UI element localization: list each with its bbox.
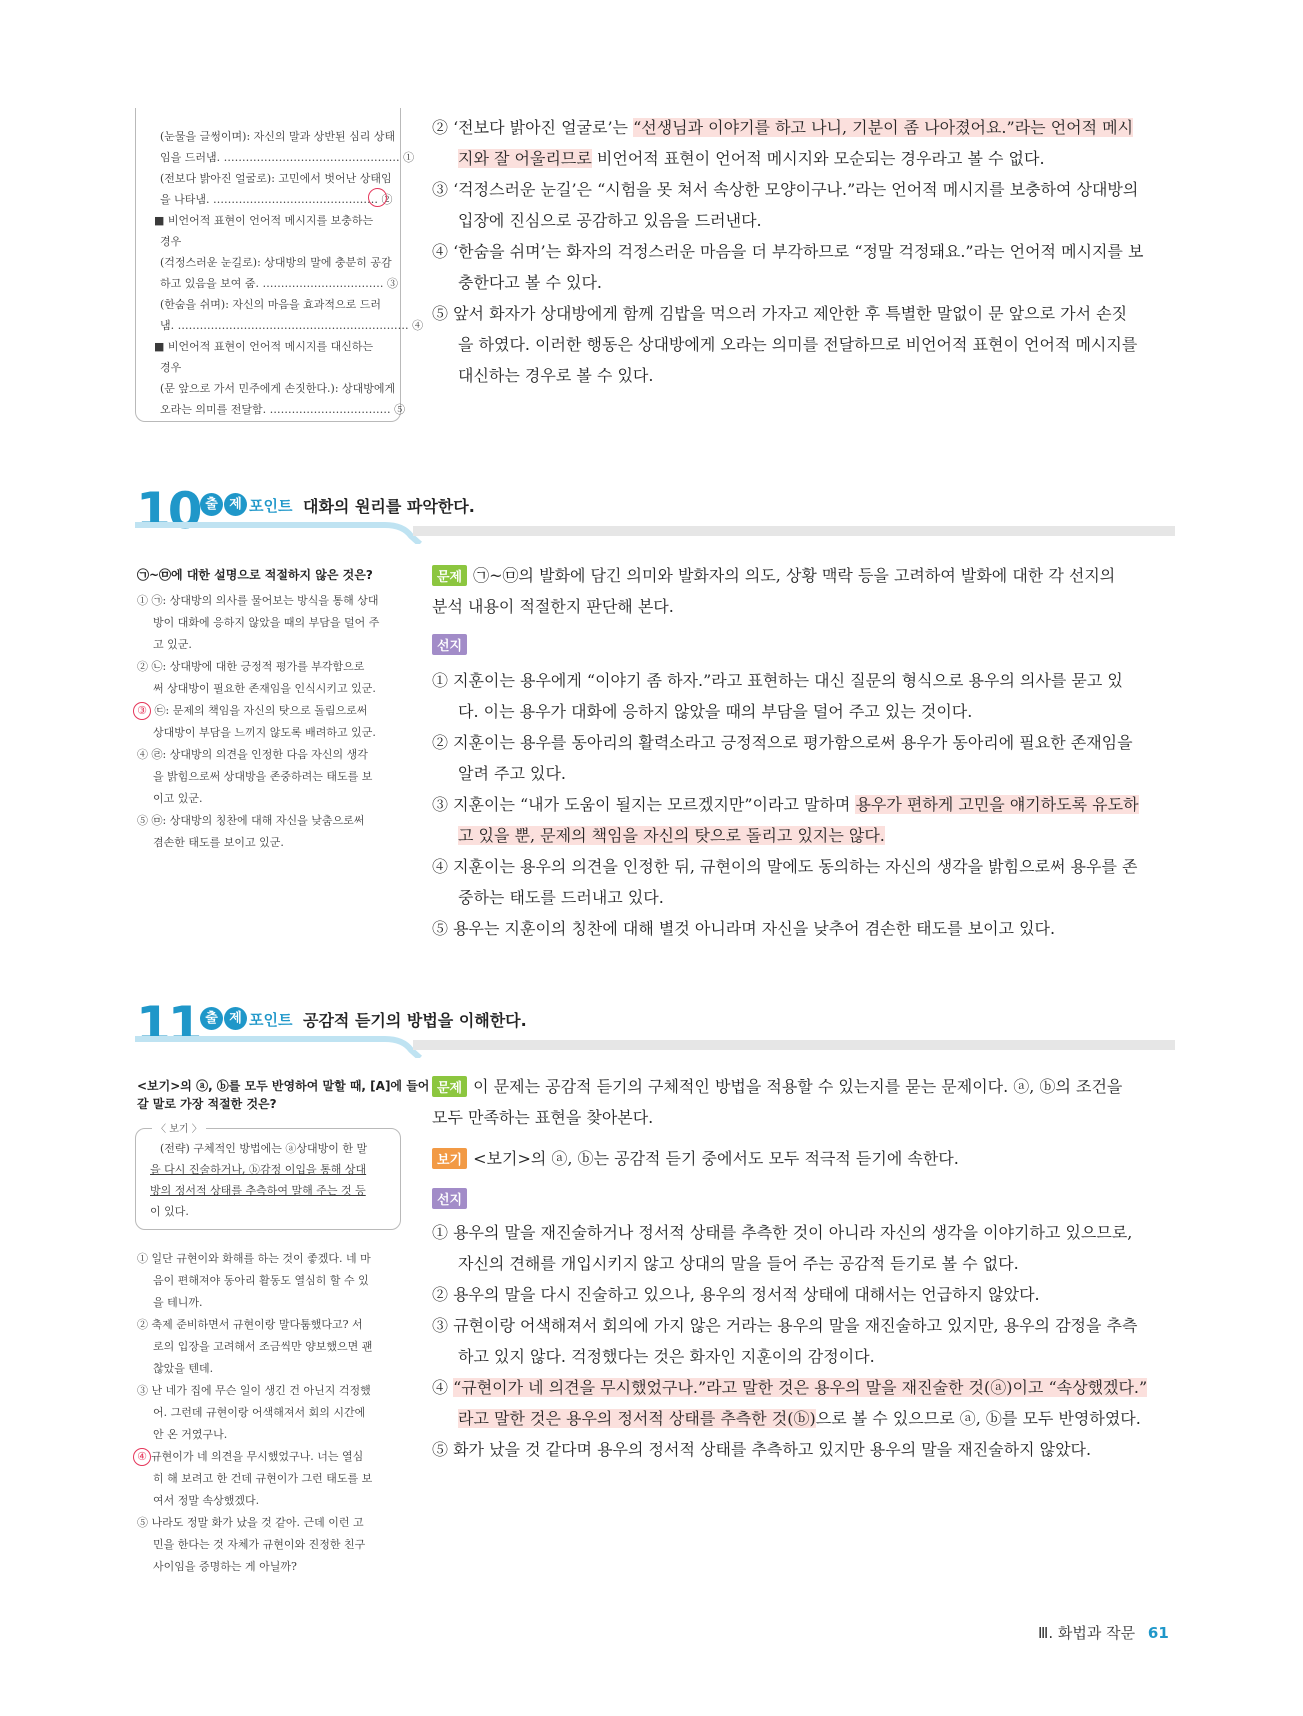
bogi-line: 방의 정서적 상태를 추측하여 말해 주는 것 등 <box>150 1184 366 1197</box>
page-footer <box>1038 1622 1169 1643</box>
explanation-line: 지와 잘 어울리므로 비언어적 표현이 언어적 메시지와 모순되는 경우라고 볼 수 없다. <box>458 149 1045 168</box>
option-line: ① 일단 규현이와 화해를 하는 것이 좋겠다. 네 마 <box>137 1252 371 1265</box>
explanation-line: ⑤ 앞서 화자가 상대방에게 함께 김밥을 먹으러 가자고 제안한 후 특별한 말없이 문 앞으로 가서 손짓 <box>432 304 1128 323</box>
summary-line: 을 나타냄. ……………………………………… ② <box>160 193 393 206</box>
summary-line: (전보다 밝아진 얼굴로): 고민에서 벗어난 상태임 <box>160 172 392 185</box>
bogi-line: 이 있다. <box>150 1205 189 1218</box>
option-line: ① ㉠: 상대방의 의사를 물어보는 방식을 통해 상대 <box>137 594 379 607</box>
section-title: 공감적 듣기의 방법을 이해한다. <box>303 1011 527 1030</box>
summary-line: ■ 비언어적 표현이 언어적 메시지를 대신하는 <box>154 340 374 353</box>
option-line: 고 있군. <box>153 638 192 651</box>
explanation-line: ⑤ 용우는 지훈이의 칭찬에 대해 별것 아니라며 자신을 낮추어 겸손한 태도를 보이고 있다. <box>432 919 1056 938</box>
section-number: 10 <box>136 482 200 540</box>
explanation-line: ② 지훈이는 용우를 동아리의 활력소라고 긍정적으로 평가함으로써 용우가 동아리에 필요한 존재임을 <box>432 733 1133 752</box>
bogi-label: 〈 보기 〉 <box>152 1120 206 1135</box>
explanation-line: ⑤ 화가 났을 것 같다며 용우의 정서적 상태를 추측하고 있지만 용우의 말을 재진술하지 않았다. <box>432 1440 1092 1459</box>
section-title: 대화의 원리를 파악한다. <box>303 497 475 516</box>
option-line: ⑤ ㉤: 상대방의 칭찬에 대해 자신을 낮춤으로써 <box>137 814 365 827</box>
bogi-line: (전략) 구체적인 방법에는 ⓐ상대방이 한 말 <box>160 1142 368 1155</box>
summary-line: 경우 <box>160 361 182 374</box>
explanation-line: 대신하는 경우로 볼 수 있다. <box>458 366 654 385</box>
problem-tag: 문제 <box>432 1076 467 1097</box>
explanation-line: ② 용우의 말을 다시 진술하고 있으나, 용우의 정서적 상태에 대해서는 언급하지 않았다. <box>432 1285 1040 1304</box>
option-line: 을 밝힘으로써 상대방을 존중하려는 태도를 보 <box>153 770 373 783</box>
option-line: 히 해 보려고 한 건데 규현이가 그런 태도를 보 <box>153 1472 373 1485</box>
summary-line: (한숨을 쉬며): 자신의 마음을 효과적으로 드러 <box>160 298 382 311</box>
problem-line: 문제 ㉠~㉤의 발화에 담긴 의미와 발화자의 의도, 상황 맥락 등을 고려하여 발화에 대한 각 선지의 <box>432 563 1115 586</box>
option-line: 상대방이 부담을 느끼지 않도록 배려하고 있군. <box>153 726 376 739</box>
summary-line: 하고 있음을 보여 줌. …………………………… ③ <box>160 277 398 290</box>
exam-badge-icon: 제 <box>224 1007 247 1030</box>
explanation-line: 알려 주고 있다. <box>458 764 566 783</box>
explanation-line: ③ 규현이랑 어색해져서 회의에 가지 않은 거라는 용우의 말을 재진술하고 있지만, 용우의 감정을 추측 <box>432 1316 1138 1335</box>
explanation-line: 입장에 진심으로 공감하고 있음을 드러낸다. <box>458 211 762 230</box>
option-line: ③ ㉢: 문제의 책임을 자신의 탓으로 돌림으로써 <box>133 700 367 721</box>
option-line: ② 축제 준비하면서 규현이랑 말다툼했다고? 서 <box>137 1318 363 1331</box>
choice-tag-line <box>432 634 473 655</box>
explanation-line: 다. 이는 용우가 대화에 응하지 않았을 때의 부담을 덜어 주고 있는 것이다. <box>458 702 973 721</box>
answer-mark: ③ <box>133 702 151 720</box>
exam-badge-icon: 제 <box>224 493 247 516</box>
summary-line: (눈물을 글썽이며): 자신의 말과 상반된 심리 상태 <box>160 130 396 143</box>
summary-line: 오라는 의미를 전달함. …………………………… ⑤ <box>160 403 406 416</box>
explanation-line: 충한다고 볼 수 있다. <box>458 273 602 292</box>
option-line: 어. 그런데 규현이랑 어색해져서 회의 시간에 <box>153 1406 366 1419</box>
section-number: 11 <box>136 996 200 1054</box>
explanation-line: 고 있을 뿐, 문제의 책임을 자신의 탓으로 돌리고 있지는 않다. <box>458 826 885 845</box>
point-label: 포인트 <box>249 497 293 515</box>
option-line: 로의 입장을 고려해서 조금씩만 양보했으면 괜 <box>153 1340 373 1353</box>
explanation-line: ② ‘전보다 밝아진 얼굴로’는 “선생님과 이야기를 하고 나니, 기분이 좀 나아졌어요.”라는 언어적 메시 <box>432 118 1134 137</box>
summary-line: (걱정스러운 눈길로): 상대방의 말에 충분히 공감 <box>160 256 392 269</box>
summary-line: 냄. ……………………………………………………… ④ <box>160 319 424 332</box>
option-line: 음이 편해져야 동아리 활동도 열심히 할 수 있 <box>153 1274 369 1287</box>
option-line: 찮았을 텐데. <box>153 1362 214 1375</box>
explanation-line: 중하는 태도를 드러내고 있다. <box>458 888 664 907</box>
explanation-line: ④ ‘한숨을 쉬며’는 화자의 걱정스러운 마음을 더 부각하므로 “정말 걱정돼요.”라는 언어적 메시지를 보 <box>432 242 1144 261</box>
point-label: 포인트 <box>249 1011 293 1029</box>
question-text: 갈 말로 가장 적절한 것은? <box>137 1097 277 1111</box>
explanation-line: ③ ‘걱정스러운 눈길’은 “시험을 못 쳐서 속상한 모양이구나.”라는 언어적 메시지를 보충하여 상대방의 <box>432 180 1139 199</box>
option-line: ② ㉡: 상대방에 대한 긍정적 평가를 부각함으로 <box>137 660 365 673</box>
explanation-line: 을 하였다. 이러한 행동은 상대방에게 오라는 의미를 전달하므로 비언어적 표현이 언어적 메시지를 <box>458 335 1138 354</box>
choice-tag: 선지 <box>432 634 467 655</box>
section-divider <box>135 522 1175 544</box>
explanation-line: ① 지훈이는 용우에게 “이야기 좀 하자.”라고 표현하는 대신 질문의 형식으로 용우의 의사를 묻고 있 <box>432 671 1123 690</box>
choice-tag: 선지 <box>432 1188 467 1209</box>
bogi-tag: 보기 <box>432 1148 467 1169</box>
explanation-line: 하고 있지 않다. 걱정했다는 것은 화자인 지훈이의 감정이다. <box>458 1347 875 1366</box>
explanation-line: ① 용우의 말을 재진술하거나 정서적 상태를 추측한 것이 아니라 자신의 생각을 이야기하고 있으므로, <box>432 1223 1133 1242</box>
option-line: 안 온 거였구나. <box>153 1428 228 1441</box>
summary-line: 임을 드러냄. ………………………………………… ① <box>160 151 415 164</box>
exam-badge-icon: 출 <box>200 493 223 516</box>
choice-tag-line <box>432 1188 473 1209</box>
explanation-line: ④ “규현이가 네 의견을 무시했었구나.”라고 말한 것은 용우의 말을 재진술한 것(ⓐ)이고 “속상했겠다.” <box>432 1378 1148 1397</box>
answer-mark: ④ <box>133 1448 151 1466</box>
option-line: ④ ㉣: 상대방의 의견을 인정한 다음 자신의 생각 <box>137 748 368 761</box>
bogi-line: 을 다시 진술하거나, ⓑ감정 이입을 통해 상대 <box>150 1163 367 1176</box>
summary-line: (문 앞으로 가서 민주에게 손짓한다.): 상대방에게 <box>160 382 396 395</box>
summary-line: 경우 <box>160 235 182 248</box>
option-line: 방이 대화에 응하지 않았을 때의 부담을 덜어 주 <box>153 616 380 629</box>
explanation-line: 라고 말한 것은 용우의 정서적 상태를 추측한 것(ⓑ)으로 볼 수 있으므로 ⓐ, ⓑ를 모두 반영하였다. <box>458 1409 1141 1428</box>
question-text: <보기>의 ⓐ, ⓑ를 모두 반영하여 말할 때, [A]에 들어 <box>137 1079 430 1093</box>
explanation-line: ③ 지훈이는 “내가 도움이 될지는 모르겠지만”이라고 말하며 용우가 편하게 고민을 얘기하도록 유도하 <box>432 795 1139 814</box>
option-line: 여서 정말 속상했겠다. <box>153 1494 260 1507</box>
problem-line: 분석 내용이 적절한지 판단해 본다. <box>432 597 674 616</box>
option-line: 을 테니까. <box>153 1296 203 1309</box>
bogi-explanation-line: 보기 <보기>의 ⓐ, ⓑ는 공감적 듣기 중에서도 모두 적극적 듣기에 속한다. <box>432 1146 959 1169</box>
option-line: ④ 규현이가 네 의견을 무시했었구나. 너는 열심 <box>133 1446 363 1467</box>
footer-section: Ⅲ. 화법과 작문 <box>1038 1624 1136 1642</box>
option-line: 겸손한 태도를 보이고 있군. <box>153 836 284 849</box>
option-line: 이고 있군. <box>153 792 203 805</box>
exam-badge-icon: 출 <box>200 1007 223 1030</box>
page-number: 61 <box>1147 1624 1169 1642</box>
summary-line: ■ 비언어적 표현이 언어적 메시지를 보충하는 <box>154 214 374 227</box>
option-line: ③ 난 네가 집에 무슨 일이 생긴 건 아닌지 걱정했 <box>137 1384 371 1397</box>
answer-circle-icon <box>368 188 387 207</box>
option-line: ⑤ 나라도 정말 화가 났을 것 같아. 근데 이런 고 <box>137 1516 364 1529</box>
option-line: 민을 한다는 것 자체가 규현이와 진정한 친구 <box>153 1538 366 1551</box>
problem-tag: 문제 <box>432 565 467 586</box>
problem-line: 문제 이 문제는 공감적 듣기의 구체적인 방법을 적용할 수 있는지를 묻는 문제이다. ⓐ, ⓑ의 조건을 <box>432 1074 1122 1097</box>
explanation-line: ④ 지훈이는 용우의 의견을 인정한 뒤, 규현이의 말에도 동의하는 자신의 생각을 밝힘으로써 용우를 존 <box>432 857 1138 876</box>
option-line: 사이임을 증명하는 게 아닐까? <box>153 1560 297 1573</box>
problem-line: 모두 만족하는 표현을 찾아본다. <box>432 1108 654 1127</box>
option-line: 써 상대방이 필요한 존재임을 인식시키고 있군. <box>153 682 376 695</box>
explanation-line: 자신의 견해를 개입시키지 않고 상대의 말을 들어 주는 공감적 듣기로 볼 수 없다. <box>458 1254 1019 1273</box>
question-text: ㉠~㉤에 대한 설명으로 적절하지 않은 것은? <box>137 568 373 582</box>
section-divider <box>135 1036 1175 1058</box>
